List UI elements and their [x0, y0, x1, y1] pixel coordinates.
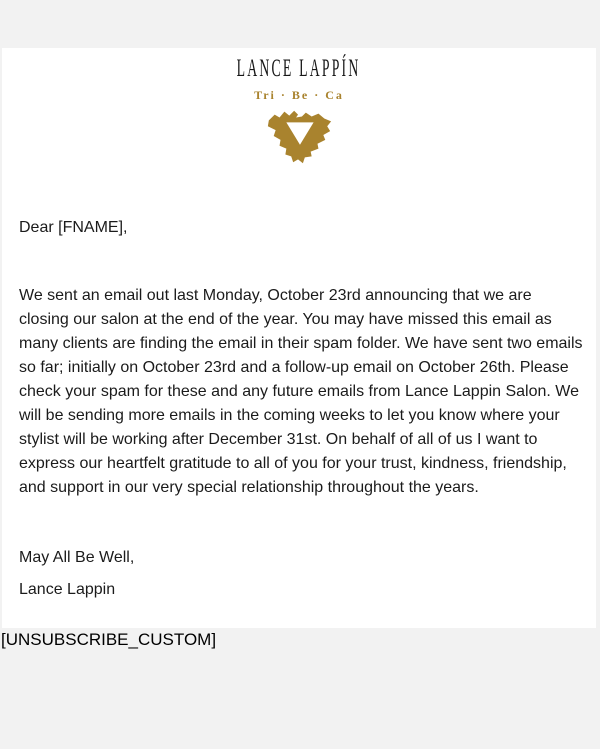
salon-logo [2, 48, 596, 205]
body-line: so far; initially on October 23rd and a follow-up email on October 26th. Please [19, 359, 569, 376]
tribeca-map-icon [263, 108, 335, 164]
signature-text: Lance Lappin [19, 581, 116, 598]
main-paragraph [19, 284, 583, 500]
greeting-text: Dear [FNAME], [19, 219, 128, 236]
letter-body [2, 216, 596, 602]
body-line: many clients are finding the email in their spam folder. We have sent two emails [19, 335, 583, 352]
body-line: express our heartfelt gratitude to all of you for your trust, kindness, friendship, [19, 455, 567, 472]
logo-title: LANCE LAPPÍN [237, 55, 361, 82]
email-card [2, 48, 596, 628]
body-line: check your spam for these and any future emails from Lance Lappin Salon. We [19, 383, 580, 400]
body-line: stylist will be working after December 31st. On behalf of all of us I want to [19, 431, 538, 448]
body-line: will be sending more emails in the coming weeks to let you know where your [19, 407, 560, 424]
body-line: closing our salon at the end of the year. You may have missed this email as [19, 311, 552, 328]
body-line: and support in our very special relationship throughout the years. [19, 479, 479, 496]
body-line: We sent an email out last Monday, October 23rd announcing that we are [19, 287, 532, 304]
logo-subtitle: Tri · Be · Ca [254, 88, 344, 102]
logo-title-wrap [2, 55, 596, 82]
closing-text: May All Be Well, [19, 549, 135, 566]
unsubscribe-merge-tag: [UNSUBSCRIBE_CUSTOM] [1, 630, 217, 649]
